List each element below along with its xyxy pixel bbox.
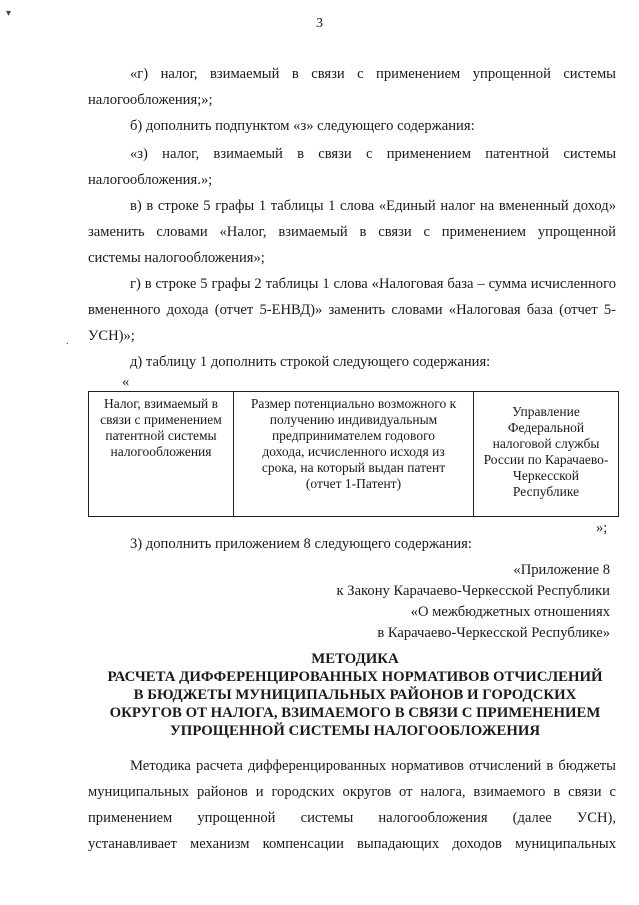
document-title: ОКРУГОВ ОТ НАЛОГА, ВЗИМАЕМОГО В СВЯЗИ С ПРИМЕНЕНИЕМ xyxy=(109,705,601,721)
document-title: МЕТОДИКА xyxy=(311,651,399,667)
paragraph-line: б) дополнить подпунктом «з» следующего содержания: xyxy=(130,118,475,134)
page-number: 3 xyxy=(316,16,323,31)
table-row xyxy=(89,392,619,517)
paragraph-line: заменить словами «Налог, взимаемый в связи с применением упрощенной xyxy=(88,224,616,240)
document-title: В БЮДЖЕТЫ МУНИЦИПАЛЬНЫХ РАЙОНОВ И ГОРОДСКИХ xyxy=(133,687,577,703)
appendix-heading: «Приложение 8 xyxy=(513,562,610,578)
paragraph-line: Методика расчета дифференцированных нормативов отчислений в бюджеты xyxy=(130,758,616,774)
appendix-heading: «О межбюджетных отношениях xyxy=(410,604,610,620)
open-quote: « xyxy=(122,374,130,390)
paragraph-line: «з) налог, взимаемый в связи с применением патентной системы xyxy=(130,146,616,162)
paragraph-line: налогообложения.»; xyxy=(88,172,213,188)
tax-row-table xyxy=(88,391,619,517)
paragraph-line: системы налогообложения»; xyxy=(88,250,265,266)
paragraph-line: г) в строке 5 графы 2 таблицы 1 слова «Налоговая база – сумма исчисленного xyxy=(130,276,616,292)
table-cell-authority: Управление Федеральной налоговой службы России по Карачаево- Черкесской Республике xyxy=(474,392,619,517)
paragraph-line: применением упрощенной системы налогообложения (далее УСН), xyxy=(88,810,616,826)
paragraph-line: муниципальных районов и городских округов от налога, взимаемого в связи с xyxy=(88,784,616,800)
table-cell-tax: Налог, взимаемый в связи с применением патентной системы налогообложения xyxy=(89,392,234,517)
scan-mark: ▾ xyxy=(6,8,12,19)
paragraph-line: УСН)»; xyxy=(88,328,135,344)
document-title: РАСЧЕТА ДИФФЕРЕНЦИРОВАННЫХ НОРМАТИВОВ ОТЧИСЛЕНИЙ xyxy=(107,669,603,685)
paragraph-line: в) в строке 5 графы 1 таблицы 1 слова «Единый налог на вмененный доход» xyxy=(130,198,616,214)
appendix-heading: к Закону Карачаево-Черкесской Республики xyxy=(336,583,610,599)
paragraph-line: вмененного дохода (отчет 5-ЕНВД)» заменить словами «Налоговая база (отчет 5- xyxy=(88,302,616,318)
paragraph-line: «г) налог, взимаемый в связи с применением упрощенной системы xyxy=(130,66,616,82)
paragraph-line: 3) дополнить приложением 8 следующего содержания: xyxy=(130,536,472,552)
scan-mark: . xyxy=(66,336,69,347)
paragraph-line: д) таблицу 1 дополнить строкой следующего содержания: xyxy=(130,354,491,370)
appendix-heading: в Карачаево-Черкесской Республике» xyxy=(377,625,610,641)
close-quote: »; xyxy=(596,520,608,536)
paragraph-line: устанавливает механизм компенсации выпадающих доходов муниципальных xyxy=(88,836,616,852)
document-title: УПРОЩЕННОЙ СИСТЕМЫ НАЛОГООБЛОЖЕНИЯ xyxy=(169,723,541,739)
table-cell-base: Размер потенциально возможного к получению индивидуальным предпринимателем годового дохода, исчисленного исходя из срока, на который выдан патент (отчет 1-Патент) xyxy=(234,392,474,517)
paragraph-line: налогообложения;»; xyxy=(88,92,213,108)
